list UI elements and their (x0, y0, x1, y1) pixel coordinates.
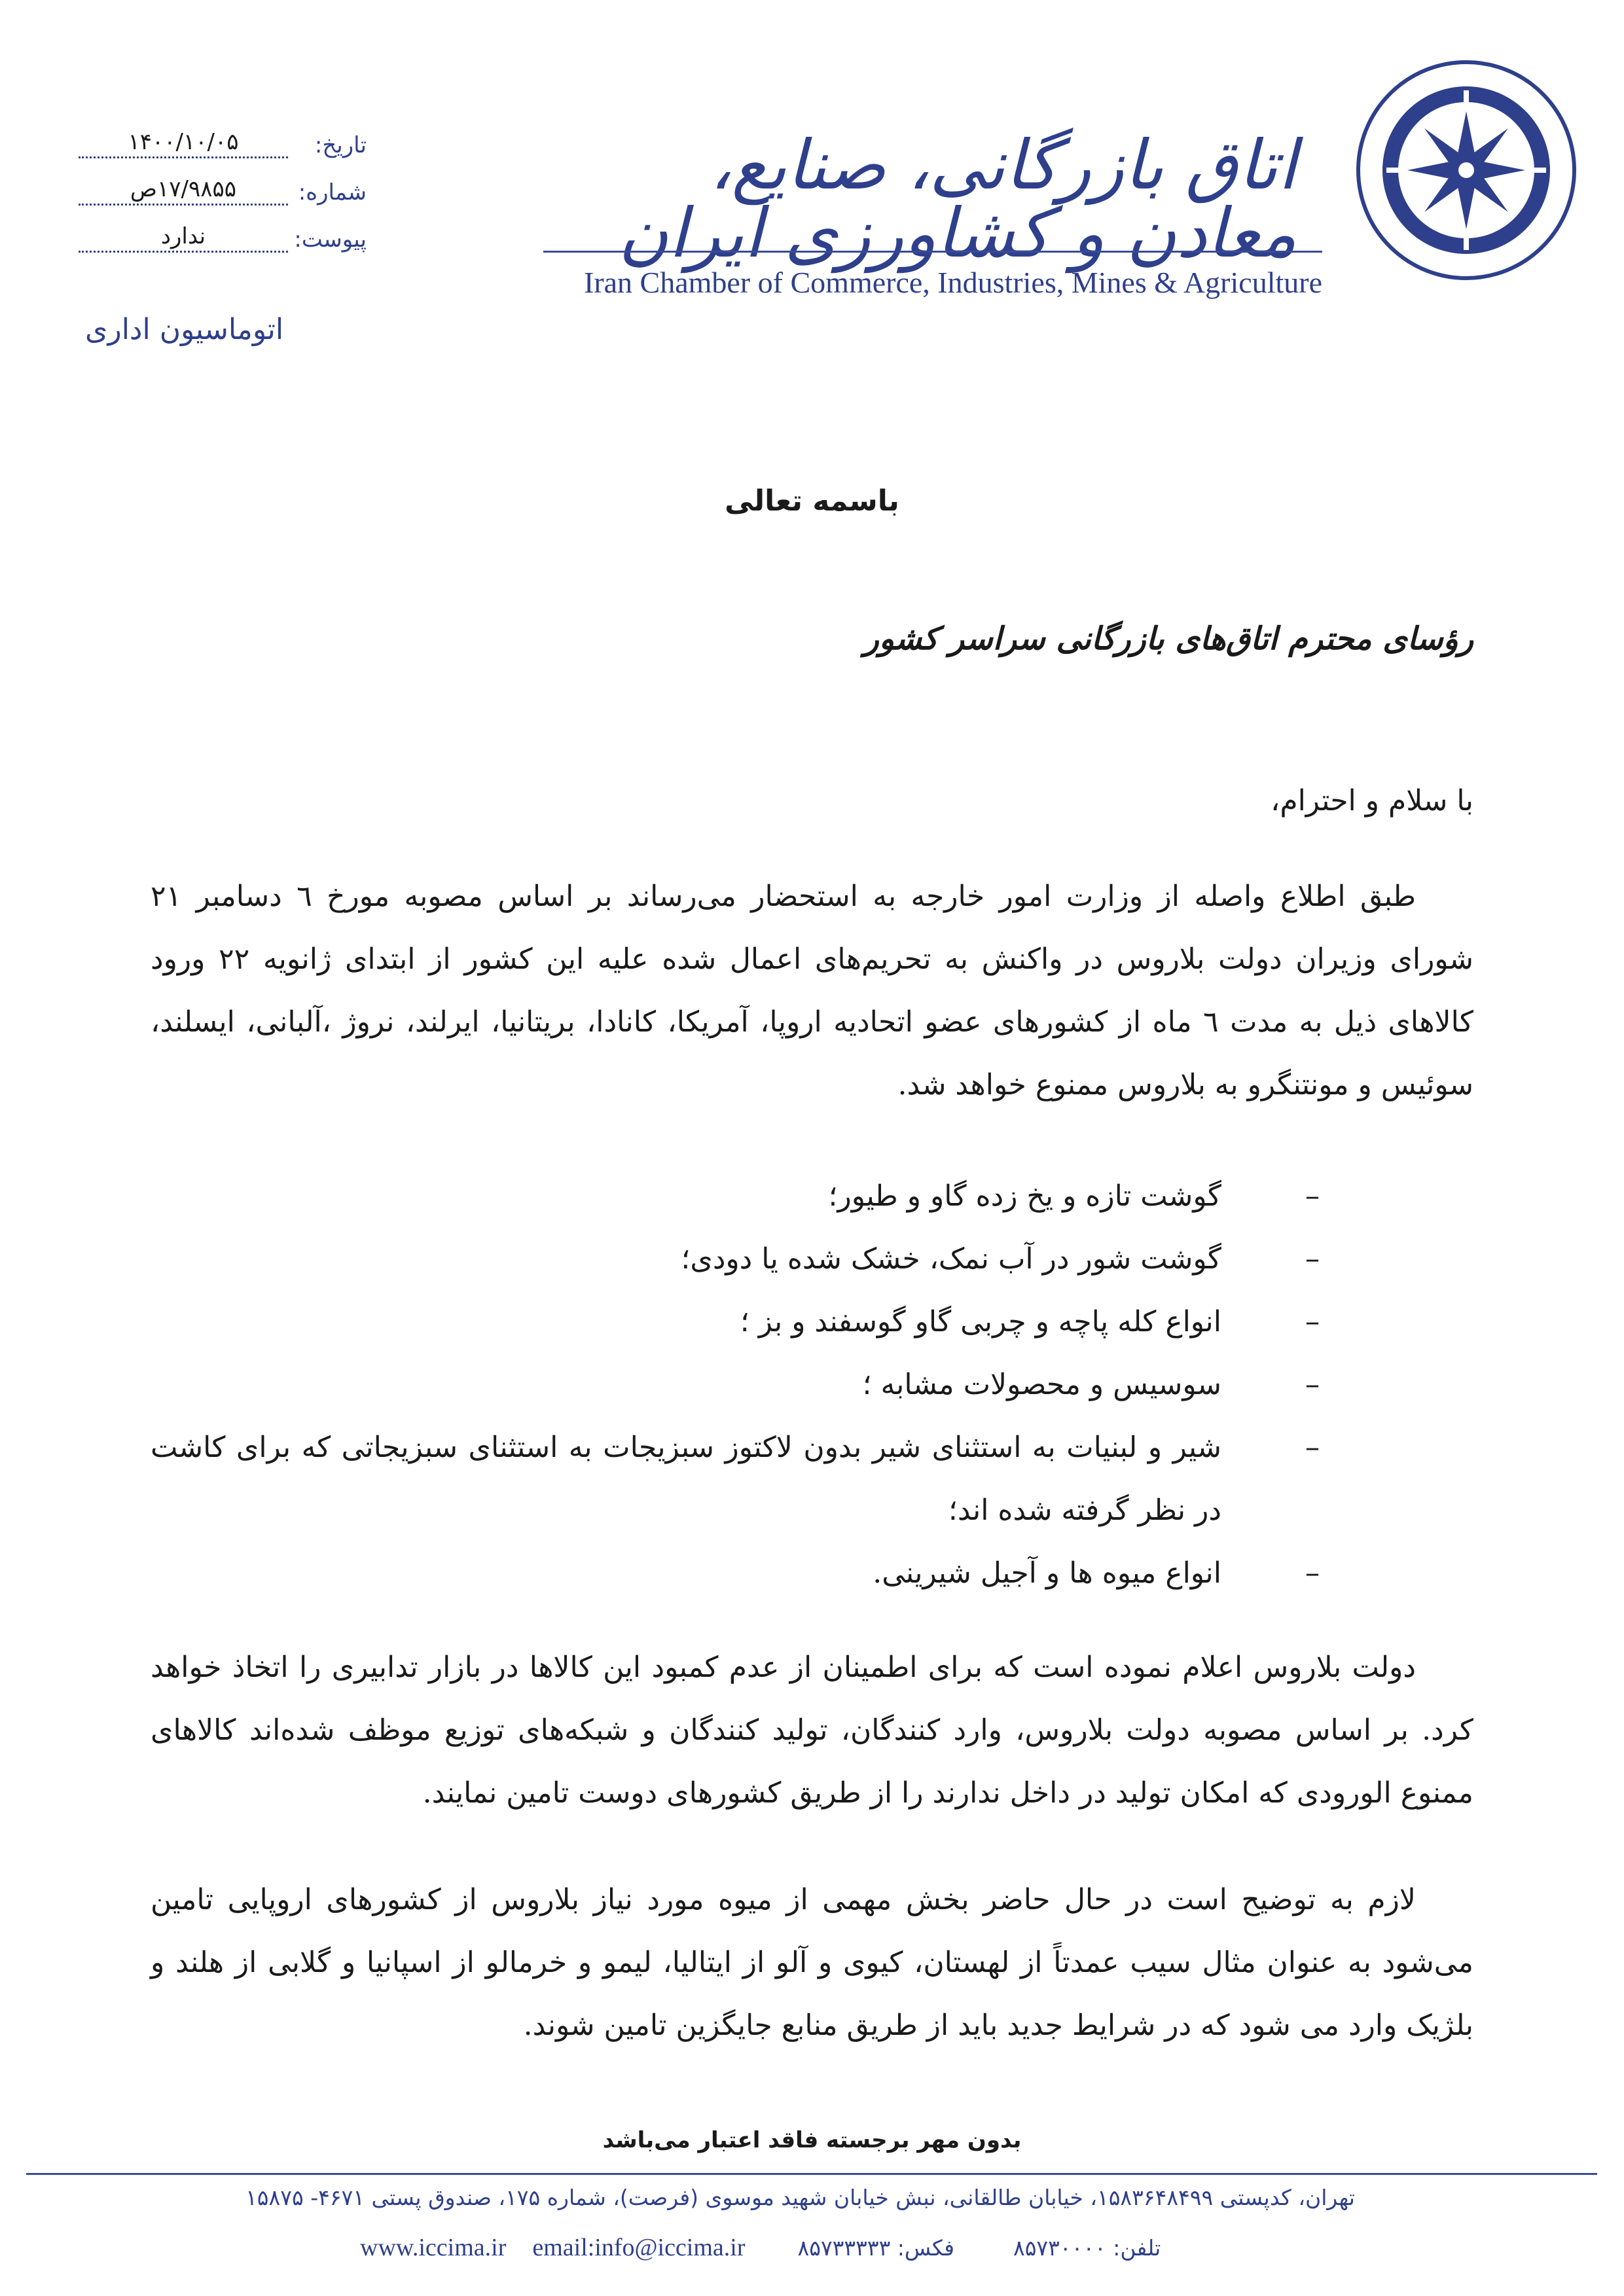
salutation: با سلام و احترام، (1271, 784, 1473, 817)
meta-date-label: تاریخ: (314, 132, 367, 158)
meta-attachment-row (79, 206, 367, 253)
logo-emblem-icon (1355, 59, 1578, 281)
body-paragraph-3: لازم به توضیح است در حال حاضر بخش مهمی از میوه مورد نیاز بلاروس از کشورهای اروپایی تامین می‌شود به عنوان مثال سیب عمدتاً از لهستان، کیوی و آلو از ایتالیا، لیمو و خرمالو از اسپانیا و گلابی از هلند و بلژیک وارد می شود که در شرایط جدید باید از طریق منابع جایگزین تامین شوند. (151, 1883, 1474, 2042)
list-dash: – (1305, 1242, 1320, 1276)
office-automation-label: اتوماسیون اداری (85, 313, 284, 346)
organization-name-persian: اتاق بازرگانی، صنایع، معادن و کشاورزی ایران (618, 125, 1297, 273)
meta-number-row (79, 158, 367, 206)
list-item-text: گوشت تازه و یخ زده گاو و طیور؛ (828, 1179, 1221, 1213)
footer-divider (26, 2173, 1597, 2175)
list-item-text: گوشت شور در آب نمک، خشک شده یا دودی؛ (681, 1242, 1221, 1276)
stamp-validity-note: بدون مهر برجسته فاقد اعتبار می‌باشد (602, 2127, 1022, 2153)
addressee: رؤسای محترم اتاق‌های بازرگانی سراسر کشور (863, 620, 1473, 657)
meta-attachment-value: ندارد (79, 223, 288, 253)
banned-goods-list (151, 1165, 1473, 1605)
meta-attachment-label: پیوست: (294, 226, 367, 253)
list-item-text: سوسیس و محصولات مشابه ؛ (862, 1368, 1221, 1401)
list-item (151, 1354, 1473, 1416)
list-item (151, 1228, 1473, 1291)
letter-meta (79, 111, 367, 253)
list-dash: – (1305, 1305, 1320, 1338)
organization-name-english: Iran Chamber of Commerce, Industries, Mines & Agriculture (584, 266, 1322, 299)
list-dash: – (1305, 1179, 1320, 1213)
list-item-text: انواع میوه ها و آجیل شیرینی. (873, 1556, 1221, 1590)
list-dash: – (1305, 1431, 1320, 1464)
website-link[interactable]: www.iccima.ir (360, 2234, 507, 2261)
footer-address: تهران، کدپستی ۱۵۸۳۶۴۸۴۹۹، خیابان طالقانی، نبش خیابان شهید موسوی (فرصت)، شماره ۱۷۵، صندوق پستی ۴۶۷۱- ۱۵۸۷۵ (245, 2185, 1355, 2210)
iccima-logo (1355, 59, 1578, 281)
list-item (151, 1165, 1473, 1228)
list-item-text: شیر و لبنیات به استثنای شیر بدون لاکتوز سبزیجات به استثنای سبزیجاتی که برای کاشت در نظر گرفته شده اند؛ (151, 1431, 1221, 1527)
list-dash: – (1305, 1556, 1320, 1590)
meta-date-value: ۱۴۰۰/۱۰/۰۵ (79, 129, 288, 158)
body-paragraph-1: طبق اطلاع واصله از وزارت امور خارجه به استحضار می‌رساند بر اساس مصوبه مورخ ٦ دسامبر ۲۱ شورای وزیران دولت بلاروس در واکنش به تحریم‌های اعمال شده علیه این کشور از ابتدای ژانویه ۲۲ ورود کالاهای ذیل به مدت ٦ ماه از کشورهای عضو اتحادیه اروپا، آمریکا، کانادا، بریتانیا، ایرلند، نروژ ،آلبانی، ایسلند، سوئیس و مونتنگرو به بلاروس ممنوع خواهد شد. (151, 880, 1473, 1102)
list-item (151, 1291, 1473, 1354)
list-dash: – (1305, 1368, 1320, 1401)
invocation: باسمه تعالی (725, 484, 899, 518)
list-item (151, 1416, 1473, 1542)
fax-number: فکس: ۸۵۷۳۳۳۳۳ (797, 2235, 954, 2261)
email-link[interactable]: email:info@iccima.ir (532, 2234, 746, 2261)
phone-number: تلفن: ۸۵۷۳۰۰۰۰ (1013, 2235, 1161, 2261)
meta-date-row (79, 111, 367, 158)
list-item-text: انواع کله پاچه و چربی گاو گوسفند و بز ؛ (740, 1305, 1221, 1338)
header-divider (543, 251, 1322, 253)
footer-contact (360, 2233, 1342, 2262)
meta-number-label: شماره: (298, 179, 367, 206)
meta-number-value: ۱۷/۹۸۵۵ص (79, 176, 288, 206)
body-paragraph-2: دولت بلاروس اعلام نموده است که برای اطمینان از عدم کمبود این کالاها در بازار تدابیری را اتخاذ خواهد کرد. بر اساس مصوبه دولت بلاروس، وارد کنندگان، تولید کنندگان و شبکه‌های توزیع موظف شده‌اند کالاهای ممنوع الورودی که امکان تولید در داخل ندارند را از طریق کشورهای دوست تامین نمایند. (151, 1651, 1473, 1810)
list-item (151, 1542, 1473, 1605)
